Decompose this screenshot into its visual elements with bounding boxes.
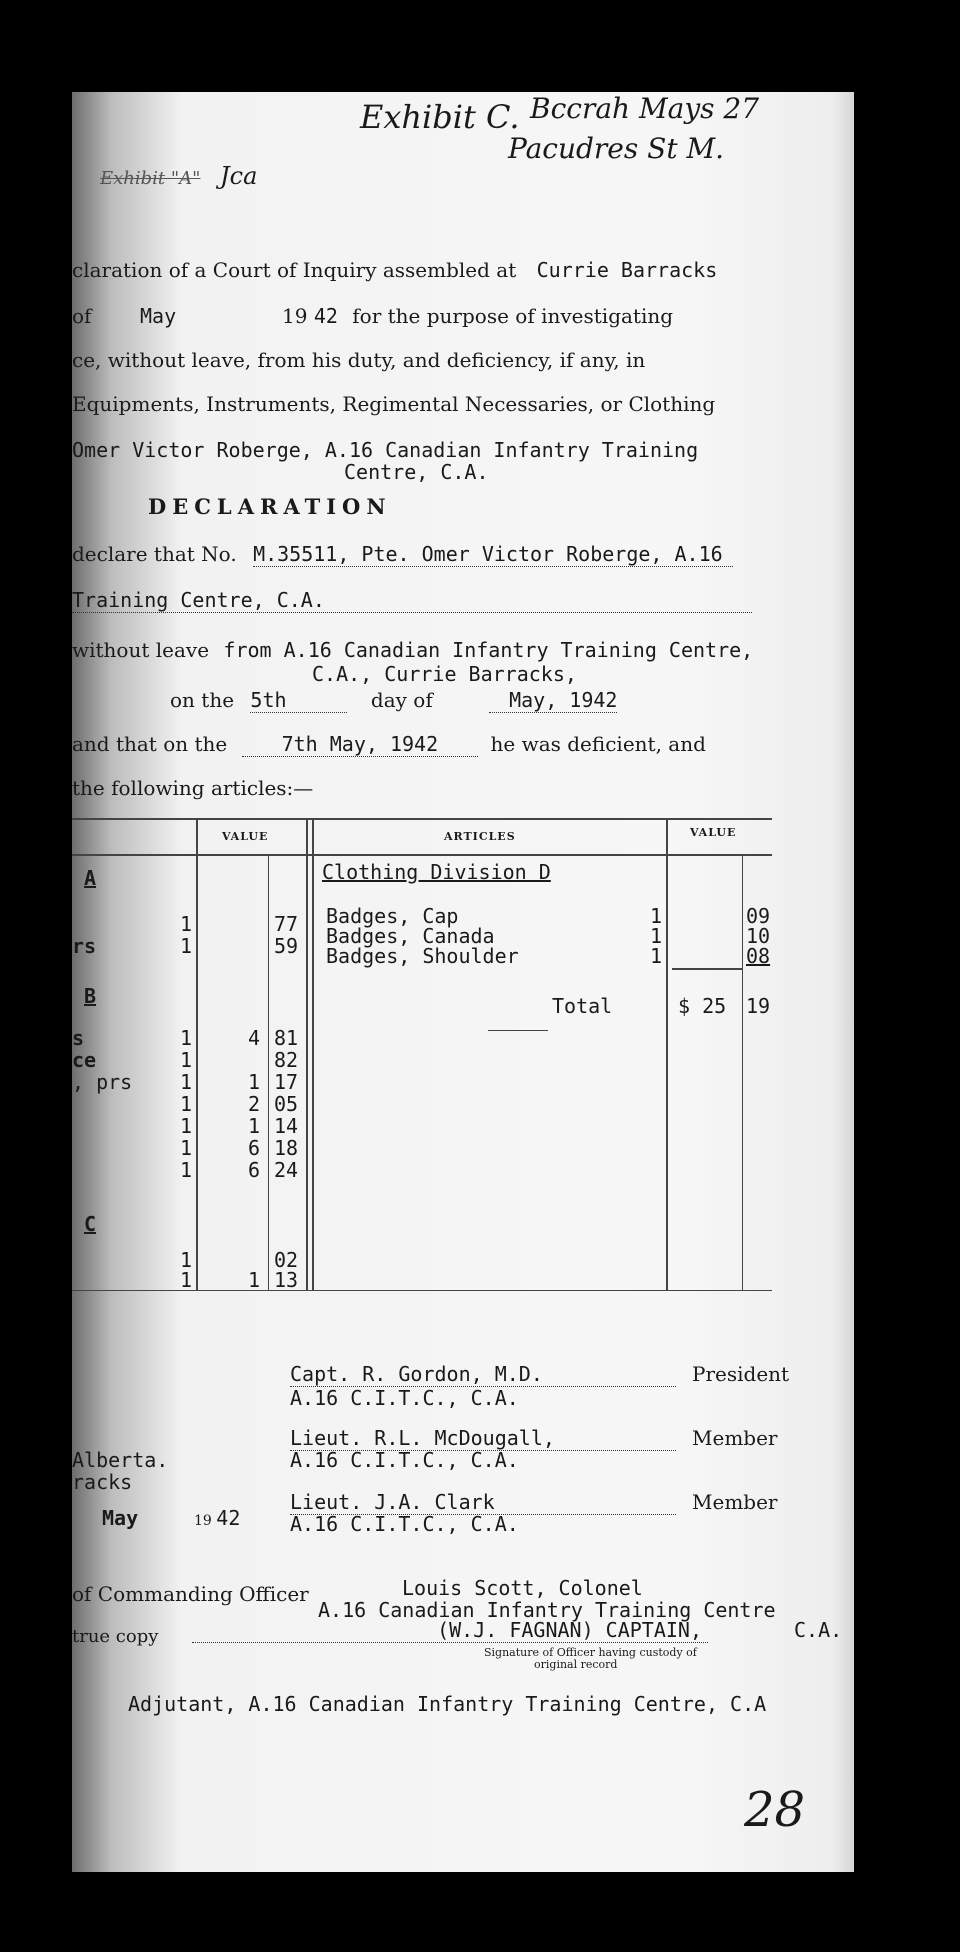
member2-name: Lieut. J.A. Clark	[290, 1490, 676, 1515]
total-cents: 19	[746, 994, 771, 1018]
true-copy-label: true copy	[72, 1626, 159, 1647]
commanding-officer-label: of Commanding Officer	[72, 1582, 309, 1606]
member2-role: Member	[692, 1490, 778, 1514]
unit-line: Training Centre, C.A.	[72, 588, 752, 613]
table-col-rule	[666, 818, 668, 1290]
declaration-heading: DECLARATION	[148, 494, 392, 519]
place-line1: Alberta.	[72, 1448, 169, 1472]
subject-name-line1: Omer Victor Roberge, A.16 Canadian Infantry Training	[72, 438, 699, 462]
value-header-right: VALUE	[690, 826, 737, 839]
absent-from: from A.16 Canadian Infantry Training Centre,	[223, 638, 754, 662]
table-col-rule	[306, 818, 308, 1290]
article-cents: 10	[746, 924, 771, 948]
intro-line-4: Equipments, Instruments, Regimental Necessaries, or Clothing	[72, 392, 716, 416]
member2-unit: A.16 C.I.T.C., C.A.	[290, 1512, 519, 1536]
table-col-rule	[196, 818, 198, 1290]
total-label: Total	[552, 994, 613, 1018]
table-bottom-rule	[72, 1290, 772, 1291]
struck-exhibit-label: Exhibit "A"	[100, 168, 201, 189]
article-name: Badges, Shoulder	[326, 944, 519, 968]
member1-name: Lieut. R.L. McDougall,	[290, 1426, 676, 1451]
copy-signer-unit: C.A.	[794, 1618, 843, 1642]
deficient-date: 7th May, 1942	[242, 732, 479, 757]
president-name: Capt. R. Gordon, M.D.	[290, 1362, 676, 1387]
document-page: Exhibit C. Bccrah Mays 27 Pacudres St M. Exhibit "A" Jca claration of a Court of Inquiry assembled at Currie Barracks of May 19 42 for the purpose of investigating ce, without leave, from his duty, and deficiency, if any, in Equipments, Instruments, Regimental Necessaries, or Clothing Omer Victor Roberge, A.16 Canadian Infantry Training Centre, C.A. DECLARATION declare that No. M.35511, Pte. Omer Victor Roberge, A.16 Training Centre, C.A. without leave from A.16 Canadian Infantry Training Centre, C.A., Currie Barracks, on the 5th day of May, 1942 and that on the 7th May, 1942 he was deficient, and the following articles:— VALUE ARTICLES VALUE A B C 1 77 rs 1 59 s 1 4 81 ce 1 82 , prs 1 1 17 1 2 05 1 1 14 1 6 18 1 6 24 1 02 1 1 13 Clothing Division D Badges, Cap 1 09 Badges, Canada 1 10 Badges, Shoulder 1 08 Total $ 25 19 Capt. R. Gordon, M.D. A.16 C.I.T.C., C.A. President Lieut. R.L. McDougall, A.16 C.I.T.C., C.A. Member Lieut. J.A. Clark A.16 C.I.T.C., C.A. Member Alberta. racks May 19 42 of Commanding Officer Louis Scott, Colonel A.16 Canadian Infantry Training Centre true copy (W.J. FAGNAN) CAPTAIN, C.A. Signature of Officer having custody of original record Adjutant, A.16 Canadian Infantry Training Centre, C.A 28	[72, 92, 854, 1872]
table-col-rule	[312, 818, 314, 1290]
group-label-b: B	[84, 984, 97, 1008]
signature-caption-line1: Signature of Officer having custody of	[484, 1646, 697, 1659]
article-cents: 09	[746, 904, 771, 928]
following-articles-label: the following articles:—	[72, 776, 314, 800]
absence-date-line: on the 5th day of May, 1942	[170, 688, 618, 712]
absence-month: May, 1942	[489, 688, 617, 713]
articles-header: ARTICLES	[444, 830, 516, 843]
total-dollars: $ 25	[678, 994, 727, 1018]
intro-line-2: of	[72, 304, 92, 328]
table-col-rule	[742, 854, 743, 1290]
absence-day: 5th	[250, 688, 346, 713]
commanding-officer-name: Louis Scott, Colonel	[402, 1576, 643, 1600]
handwritten-exhibit-label: Exhibit C.	[360, 98, 520, 136]
handwritten-page-number: 28	[744, 1782, 806, 1838]
signing-year: 19 42	[194, 1506, 241, 1530]
intro-line-1: claration of a Court of Inquiry assembled at Currie Barracks	[72, 258, 718, 282]
place-line2: racks	[72, 1470, 133, 1494]
article-qty: 1	[650, 944, 663, 968]
article-cents: 08	[746, 944, 771, 968]
court-year: 19 42 for the purpose of investigating	[282, 304, 674, 328]
declare-line: declare that No. M.35511, Pte. Omer Victor Roberge, A.16	[72, 542, 733, 566]
deficient-line: and that on the 7th May, 1942 he was deficient, and	[72, 732, 706, 756]
division-title: Clothing Division D	[322, 860, 551, 884]
commanding-officer-unit: A.16 Canadian Infantry Training Centre	[318, 1598, 776, 1622]
article-name: Badges, Cap	[326, 904, 459, 928]
subject-name-line2: Centre, C.A.	[344, 460, 489, 484]
court-place: Currie Barracks	[536, 258, 718, 282]
group-label-c: C	[84, 1212, 97, 1236]
intro-line-3: ce, without leave, from his duty, and deficiency, if any, in	[72, 348, 646, 372]
article-qty: 1	[650, 904, 663, 928]
president-role: President	[692, 1362, 790, 1386]
handwritten-reference-line1: Bccrah Mays 27	[530, 92, 760, 125]
signing-month: May	[102, 1506, 139, 1530]
member1-unit: A.16 C.I.T.C., C.A.	[290, 1448, 519, 1472]
article-qty: 1	[650, 924, 663, 948]
table-col-rule	[268, 854, 269, 1290]
value-header-left: VALUE	[222, 830, 269, 843]
struck-initials: Jca	[220, 162, 258, 190]
group-label-a: A	[84, 866, 97, 890]
absent-from-line2: C.A., Currie Barracks,	[312, 662, 577, 686]
subtotal-rule	[672, 968, 742, 970]
absent-line: without leave from A.16 Canadian Infantry Training Centre,	[72, 638, 754, 662]
article-name: Badges, Canada	[326, 924, 495, 948]
copy-signer: (W.J. FAGNAN) CAPTAIN,	[192, 1618, 708, 1643]
handwritten-reference-line2: Pacudres St M.	[508, 132, 725, 165]
declared-soldier: M.35511, Pte. Omer Victor Roberge, A.16	[253, 542, 733, 567]
court-month: May	[140, 304, 177, 328]
decorative-rule	[488, 1030, 548, 1031]
adjutant-line: Adjutant, A.16 Canadian Infantry Training Centre, C.A	[128, 1692, 767, 1716]
signature-caption-line2: original record	[534, 1658, 618, 1671]
member1-role: Member	[692, 1426, 778, 1450]
president-unit: A.16 C.I.T.C., C.A.	[290, 1386, 519, 1410]
